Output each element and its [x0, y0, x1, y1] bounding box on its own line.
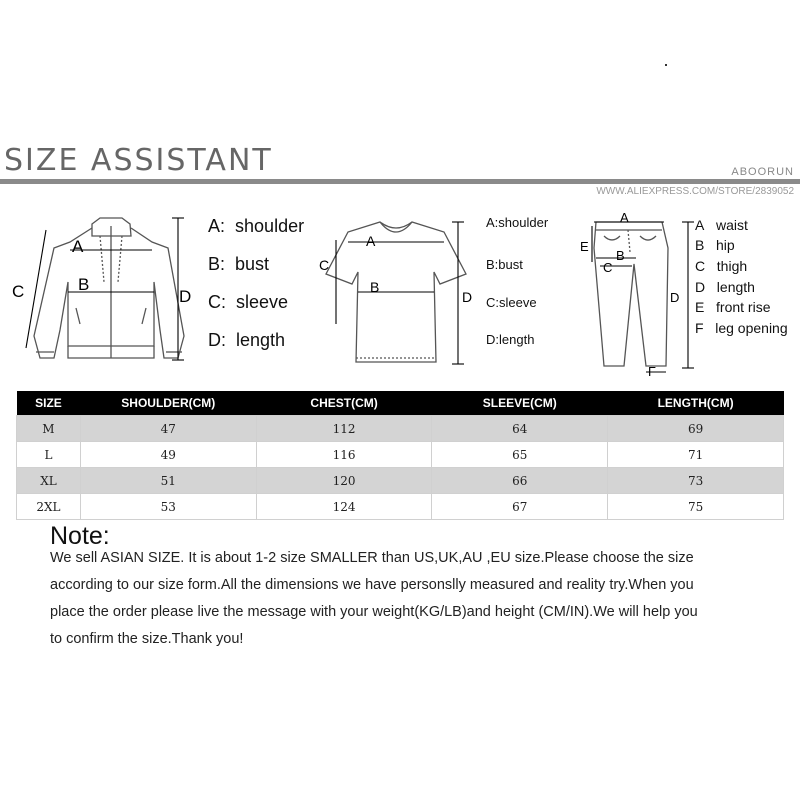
note-heading: Note: [50, 522, 110, 550]
pants-label-d: D length [695, 279, 755, 295]
jacket-label-a: A: shoulder [208, 216, 305, 236]
note-line: place the order please live the message with your weight(KG/LB)and height (CM/IN).We will help you [50, 604, 698, 620]
pants-diagram [576, 208, 696, 378]
brand-name: ABOORUN [731, 166, 794, 178]
store-url: WWW.ALIEXPRESS.COM/STORE/2839052 [596, 186, 794, 197]
header-length: LENGTH(CM) [608, 391, 784, 416]
pants-mark-c: C [603, 260, 613, 275]
tshirt-mark-d: D [462, 289, 473, 305]
jacket-outline [34, 218, 184, 358]
cell-shoulder: 47 [80, 416, 256, 442]
jacket-diagram [10, 212, 210, 372]
cell-length: 69 [608, 416, 784, 442]
tshirt-mark-a: A [366, 233, 376, 249]
tshirt-mark-b: B [370, 279, 380, 295]
table-row [17, 442, 784, 468]
cell-shoulder: 53 [80, 494, 256, 520]
pants-label-a: A waist [695, 217, 748, 233]
pants-mark-e: E [580, 239, 589, 254]
page-title: SIZE ASSISTANT [4, 143, 273, 178]
tshirt-label-b: B:bust [486, 257, 523, 272]
size-table [16, 391, 784, 520]
tshirt-label-a: A:shoulder [486, 215, 549, 230]
pants-label-b: B hip [695, 237, 735, 253]
pants-label-f: F leg opening [695, 320, 788, 336]
table-row [17, 416, 784, 442]
cell-shoulder: 51 [80, 468, 256, 494]
pants-label-e: E front rise [695, 299, 771, 315]
stray-dot [665, 64, 667, 66]
header-size: SIZE [17, 391, 81, 416]
cell-shoulder: 49 [80, 442, 256, 468]
tshirt-measure-lines [336, 222, 464, 364]
cell-sleeve: 66 [432, 468, 608, 494]
pants-label-c: C thigh [695, 258, 748, 274]
cell-size: M [17, 416, 81, 442]
pants-mark-d: D [670, 290, 680, 305]
header-rule [0, 179, 800, 184]
jacket-label-c: C: sleeve [208, 292, 289, 312]
table-row [17, 468, 784, 494]
note-line: according to our size form.All the dimensions we have personslly measured and reality try.When you [50, 577, 694, 593]
cell-sleeve: 67 [432, 494, 608, 520]
note-line: We sell ASIAN SIZE. It is about 1-2 size SMALLER than US,UK,AU ,EU size.Please choose the size [50, 550, 694, 566]
note-line: to confirm the size.Thank you! [50, 631, 244, 647]
cell-length: 73 [608, 468, 784, 494]
table-header-row [17, 391, 784, 416]
tshirt-label-c: C:sleeve [486, 295, 537, 310]
table-row [17, 494, 784, 520]
cell-sleeve: 64 [432, 416, 608, 442]
jacket-label-d: D: length [208, 330, 286, 350]
cell-length: 75 [608, 494, 784, 520]
cell-chest: 120 [256, 468, 432, 494]
cell-chest: 112 [256, 416, 432, 442]
cell-size: 2XL [17, 494, 81, 520]
tshirt-diagram [316, 212, 476, 372]
jacket-mark-c: C [12, 282, 25, 301]
cell-chest: 124 [256, 494, 432, 520]
tshirt-mark-c: C [319, 257, 330, 273]
jacket-label-b: B: bust [208, 254, 270, 274]
jacket-mark-a: A [72, 237, 84, 256]
jacket-mark-b: B [78, 275, 90, 294]
note-text [50, 545, 790, 653]
pants-mark-f: F [648, 364, 656, 378]
tshirt-label-d: D:length [486, 332, 535, 347]
cell-length: 71 [608, 442, 784, 468]
header-shoulder: SHOULDER(CM) [80, 391, 256, 416]
pants-outline [594, 222, 668, 366]
cell-size: L [17, 442, 81, 468]
cell-chest: 116 [256, 442, 432, 468]
header-chest: CHEST(CM) [256, 391, 432, 416]
pants-mark-a: A [620, 210, 629, 225]
cell-sleeve: 65 [432, 442, 608, 468]
jacket-measure-lines [26, 218, 184, 360]
header-sleeve: SLEEVE(CM) [432, 391, 608, 416]
cell-size: XL [17, 468, 81, 494]
pants-mark-b: B [616, 248, 625, 263]
jacket-mark-d: D [179, 287, 192, 306]
